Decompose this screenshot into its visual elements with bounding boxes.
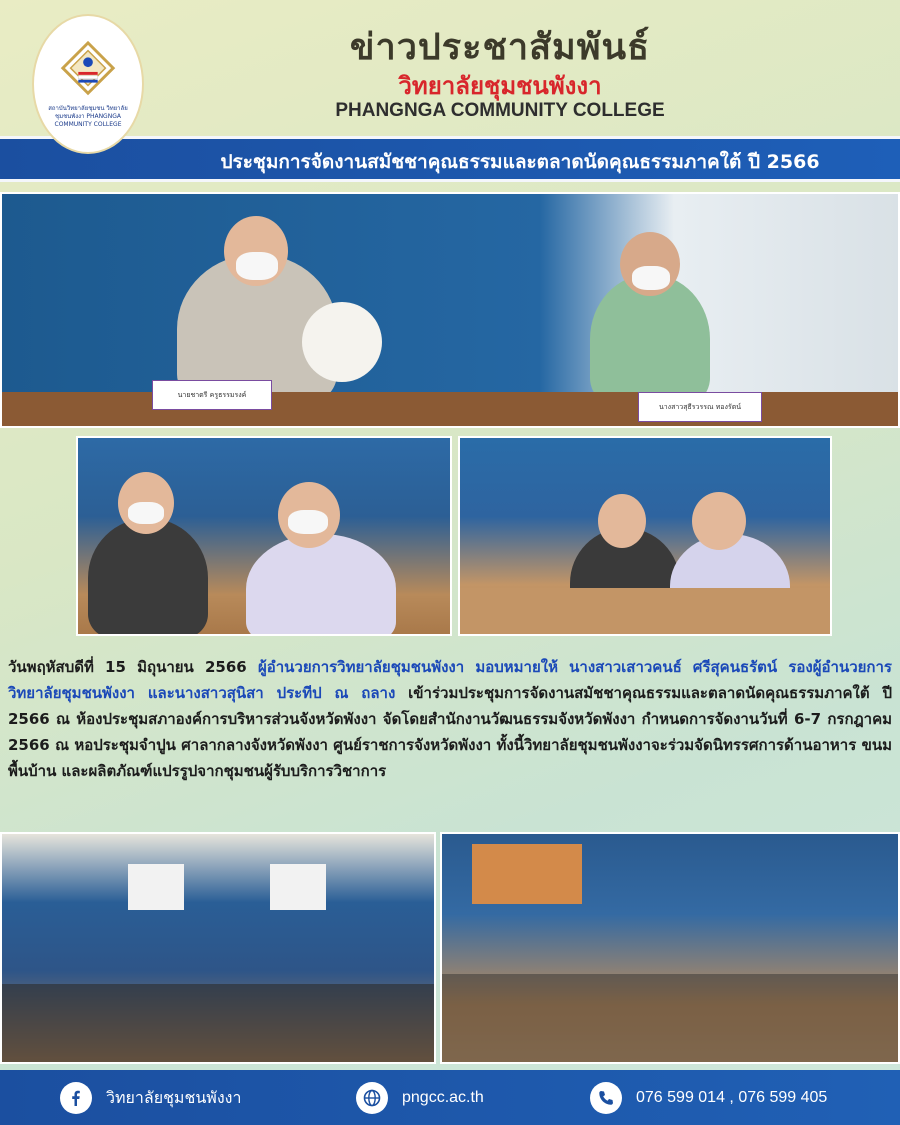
facebook-link[interactable]	[60, 1082, 241, 1114]
attendee-figure	[246, 534, 396, 636]
meeting-room-photo-left	[0, 832, 436, 1064]
chairs-row	[442, 974, 900, 1064]
logo-text: สถาบันวิทยาลัยชุมชน วิทยาลัยชุมชนพังงา PHANGNGA COMMUNITY COLLEGE	[48, 105, 128, 128]
header	[0, 0, 900, 130]
college-emblem-icon	[57, 39, 119, 101]
face-mask	[236, 252, 278, 280]
article-details: เข้าร่วมประชุมการจัดงานสมัชชาคุณธรรมและตลาดนัดคุณธรรมภาคใต้ ปี 2566 ณ ห้องประชุมสภาองค์การบริหารส่วนจังหวัดพังงา จัดโดยสำนักงานวัฒนธรรมจังหวัดพังงา กำหนดการจัดงานวันที่ 6-7 กรกฎาคม 2566 ณ หอประชุมจำปูน ศาลากลางจังหวัดพังงา ศูนย์ราชการจังหวัดพังงา ทั้งนี้วิทยาลัยชุมชนพังงาจะร่วมจัดนิทรรศการด้านอาหาร ขนมพื้นบ้าน และผลิตภัณฑ์แปรรูปจากชุมชนผู้รับบริการวิชาการ	[8, 684, 892, 780]
phone-link[interactable]	[590, 1082, 827, 1114]
globe-icon	[356, 1082, 388, 1114]
chairs-row	[2, 984, 436, 1064]
projector-screen	[128, 864, 184, 910]
face-mask	[128, 502, 164, 524]
face-mask	[288, 510, 328, 534]
nameplate-right-text: นางสาวสุธีรวรรณ ทองรัตน์	[658, 403, 742, 411]
nameplate-left	[152, 380, 272, 410]
meeting-photo-right	[458, 436, 832, 636]
meeting-table	[460, 588, 832, 636]
meeting-room-photo-right	[440, 832, 900, 1064]
facebook-label: วิทยาลัยชุมชนพังงา	[106, 1089, 242, 1107]
attendee-figure	[88, 518, 208, 636]
article-date: วันพฤหัสบดีที่ 15 มิถุนายน 2566	[8, 658, 258, 676]
article-highlight: ผู้อำนวยการวิทยาลัยชุมชนพังงา มอบหมายให้ นางสาวเสาวคนธ์ ศรีสุคนธรัตน์ รองผู้อำนวยการวิทยาลัยชุมชนพังงา และนางสาวสุนิสา ประทีป ณ ถลาง	[8, 658, 892, 702]
page-title: ข่าวประชาสัมพันธ์	[349, 27, 651, 68]
article-body	[8, 654, 892, 784]
college-logo	[32, 14, 144, 154]
facebook-icon	[60, 1082, 92, 1114]
flower-bouquet	[302, 302, 382, 382]
meeting-photo-left	[76, 436, 452, 636]
attendee-head	[692, 492, 746, 550]
meeting-table	[2, 392, 900, 428]
headline-text: ประชุมการจัดงานสมัชชาคุณธรรมและตลาดนัดคุณธรรมภาคใต้ ปี 2566	[220, 151, 820, 173]
college-name-english: PHANGNGA COMMUNITY COLLEGE	[335, 100, 665, 121]
face-mask	[632, 266, 670, 290]
headline-banner	[0, 136, 900, 182]
footer	[0, 1070, 900, 1125]
attendee-head	[598, 494, 646, 548]
college-name-thai: วิทยาลัยชุมชนพังงา	[398, 72, 602, 100]
projector-screen	[270, 864, 326, 910]
nameplate-right	[638, 392, 762, 422]
phone-label: 076 599 014 , 076 599 405	[636, 1089, 828, 1106]
meeting-photo-main	[0, 192, 900, 428]
nameplate-left-text: นายชาตรี ครูธรรมรงค์	[177, 391, 247, 399]
phone-icon	[590, 1082, 622, 1114]
wall-painting	[472, 844, 582, 904]
website-label: pngcc.ac.th	[402, 1089, 484, 1106]
website-link[interactable]	[356, 1082, 484, 1114]
